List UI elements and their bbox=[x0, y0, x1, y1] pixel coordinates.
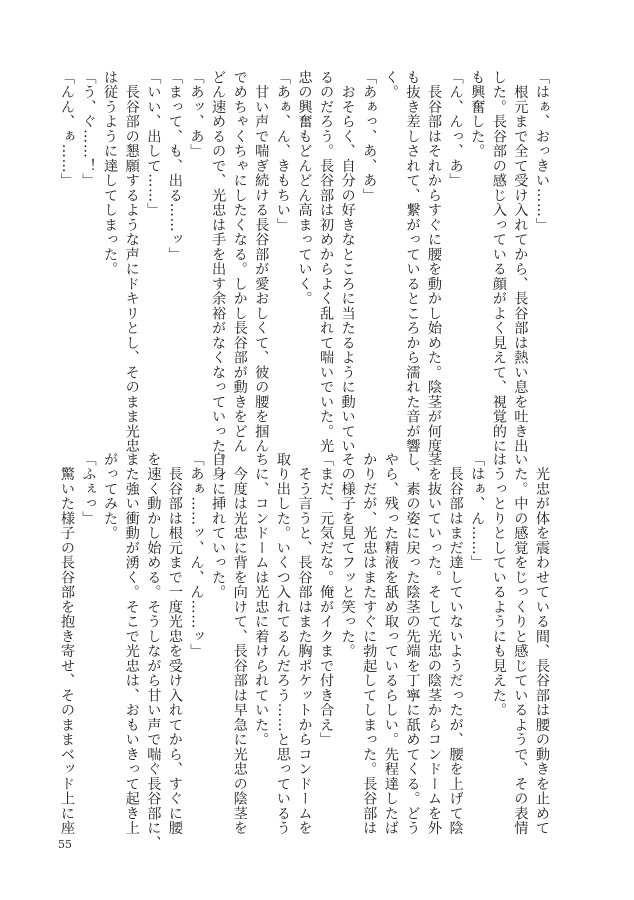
text-line: また強い衝動が湧く。そこで光忠は、おもいきって起き上 bbox=[123, 452, 140, 836]
text-line: はうっとりとしているようにも見えた。 bbox=[490, 452, 507, 718]
text-line: 「あぁ……ッ、ん、ん……ッ」 bbox=[188, 452, 205, 659]
text-line: 驚いた様子の長谷部を抱き寄せ、そのままベッド上に座 bbox=[58, 452, 75, 836]
text-line: その様子を見てフッと笑った。 bbox=[339, 452, 356, 659]
text-line: した。長谷部の感じ入っている顔がよく見えて、視覚的に bbox=[490, 70, 507, 454]
text-line: おそらく、自分の好きなところに当たるように動いてい bbox=[339, 70, 356, 454]
upper-text-block bbox=[55, 70, 552, 469]
text-line: し、素の姿に戻った陰茎の先端を丁寧に舐めてくる。どう bbox=[404, 452, 421, 836]
text-line: く。 bbox=[382, 70, 399, 100]
text-line: ちに、コンドームは光忠に着けられていた。 bbox=[253, 452, 270, 747]
text-line: 「んん、ぁ……」 bbox=[58, 70, 75, 188]
text-line: 「はぁ、ん……」 bbox=[469, 452, 486, 570]
text-line: やら、残った精液を舐め取っているらしい。先程達したば bbox=[382, 452, 399, 836]
text-line: も興奮した。 bbox=[469, 70, 486, 159]
text-line: 「あぁ、ん、きもちい」 bbox=[274, 70, 291, 233]
text-line: 長谷部は根元まで一度光忠を受け入れてから、すぐに腰 bbox=[166, 452, 183, 836]
text-line: 「まだ、元気だな。俺がイクまで付き合え」 bbox=[318, 452, 335, 747]
text-line: も抜き差しされて、繋がっているところから濡れた音が響 bbox=[404, 70, 421, 454]
text-line: は従うように達してしまった。 bbox=[102, 70, 119, 277]
text-line: 今度は光忠に背を向けて、長谷部は早急に光忠の陰茎を bbox=[231, 452, 248, 836]
text-line: 根元まで全て受け入れてから、長谷部は熱い息を吐き出 bbox=[512, 70, 529, 454]
text-line: を速く動かし始める。そうしながら甘い声で喘ぐ長谷部に、 bbox=[145, 452, 162, 851]
text-line: るのだろう。長谷部は初めからよく乱れて喘いでいた。光 bbox=[318, 70, 335, 454]
text-line: 甘い声で喘ぎ続ける長谷部が愛おしくて、彼の腰を掴ん bbox=[253, 70, 270, 454]
text-line: 長谷部の懇願するような声にドキリとし、そのまま光忠 bbox=[123, 70, 140, 454]
text-line: いた。中の感覚をじっくりと感じているようで、その表情 bbox=[512, 452, 529, 836]
text-line: 「あッ、あ」 bbox=[188, 70, 205, 159]
text-line: かりだが、光忠はまたすぐに勃起してしまった。長谷部は bbox=[361, 452, 378, 836]
text-line: 「う、ぐ……！」 bbox=[80, 70, 97, 188]
text-line: でめちゃくちゃにしたくなる。しかし長谷部が動きをどん bbox=[231, 70, 248, 454]
text-line: 「いい、出して……」 bbox=[145, 70, 162, 218]
text-line: 「はぁ、おっきい……」 bbox=[534, 70, 550, 233]
text-line: そう言うと、長谷部はまた胸ポケットからコンドームを bbox=[296, 452, 313, 836]
text-line: 長谷部はまだ達していないようだったが、腰を上げて陰 bbox=[447, 452, 464, 836]
text-line: 「ん、んっ、あ」 bbox=[447, 70, 464, 188]
text-line: 忠の興奮もどんどん高まっていく。 bbox=[296, 70, 313, 306]
page-number: 55 bbox=[58, 838, 72, 851]
text-line: どん速めるので、光忠は手を出す余裕がなくなっていった。 bbox=[210, 70, 227, 469]
text-line: 長谷部はそれからすぐに腰を動かし始めた。陰茎が何度 bbox=[426, 70, 443, 454]
text-line: 取り出した。いくつ入れてるんだろう……と思っているう bbox=[274, 452, 291, 836]
text-line: 茎を抜いていった。そして光忠の陰茎からコンドームを外 bbox=[426, 452, 443, 836]
text-line: 「まって、も、出る……ッ」 bbox=[166, 70, 183, 262]
text-line: 自身に挿れていった。 bbox=[210, 452, 227, 600]
text-line: がってみた。 bbox=[102, 452, 119, 541]
text-line: 「ふぇっ」 bbox=[80, 452, 97, 526]
text-line: 「あぁっ、あ、あ」 bbox=[361, 70, 378, 203]
text-line: 光忠が体を震わせている間、長谷部は腰の動きを止めて bbox=[534, 452, 550, 836]
